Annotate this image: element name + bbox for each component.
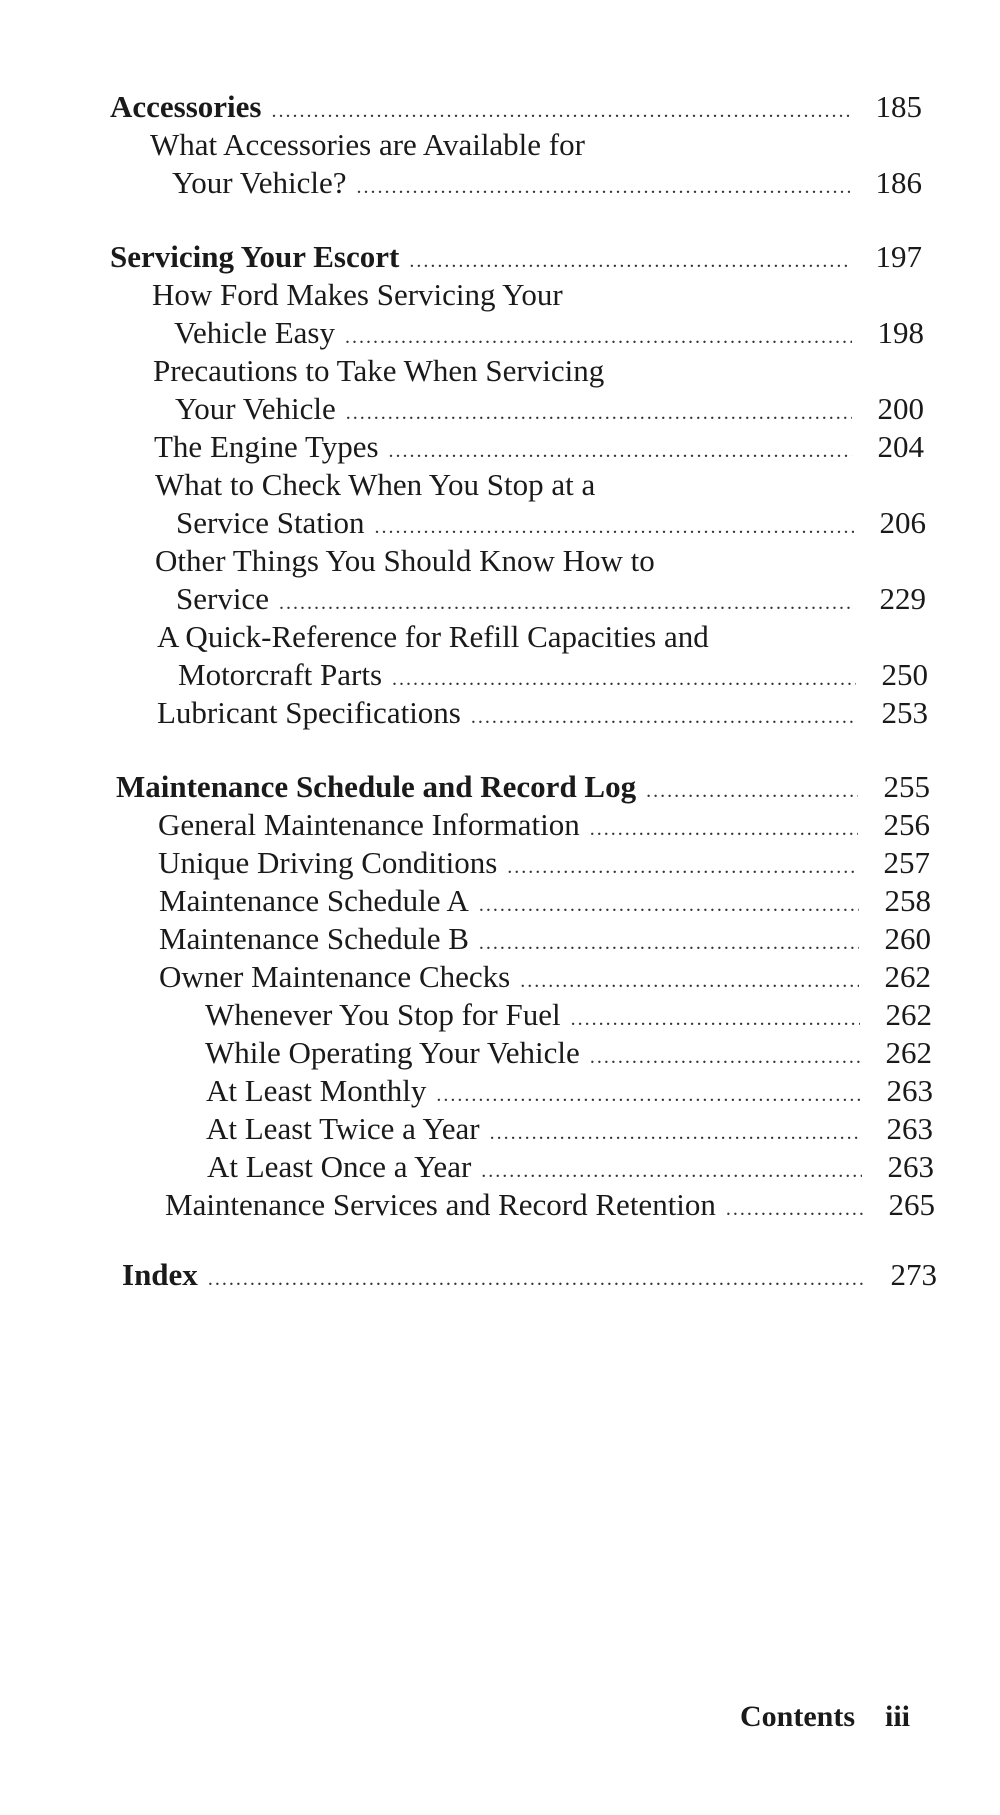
toc-entry-title: While Operating Your Vehicle (205, 1035, 580, 1070)
toc-entry[interactable] (176, 580, 926, 622)
toc-entry-title: Maintenance Schedule A (159, 883, 469, 918)
page-number: 262 (885, 997, 932, 1032)
toc-entry[interactable] (154, 428, 924, 470)
toc-entry-line[interactable] (153, 352, 604, 390)
dot-leader (646, 772, 858, 810)
page-number: 263 (886, 1073, 933, 1108)
page-number: 256 (883, 807, 930, 842)
toc-heading-index[interactable] (122, 1256, 937, 1298)
toc-entry[interactable] (157, 694, 928, 736)
toc-entry[interactable] (178, 656, 928, 698)
page-number: 186 (875, 165, 922, 200)
toc-entry-title: At Least Monthly (206, 1073, 427, 1108)
page-number: 273 (890, 1257, 937, 1292)
page-number: 262 (884, 959, 931, 994)
toc-subentry[interactable] (206, 1072, 933, 1114)
toc-entry-title: Your Vehicle? (172, 165, 347, 200)
page-number: 204 (877, 429, 924, 464)
dot-leader (590, 1038, 860, 1076)
toc-entry-title: What Accessories are Available for (150, 127, 585, 162)
toc-entry-title: General Maintenance Information (158, 807, 580, 842)
dot-leader (590, 810, 858, 848)
dot-leader (208, 1260, 865, 1298)
page-number: 255 (883, 769, 930, 804)
dot-leader (726, 1190, 863, 1228)
toc-heading-title: Accessories (110, 89, 262, 124)
dot-leader (389, 432, 852, 470)
page-number: 263 (887, 1149, 934, 1184)
dot-leader (346, 394, 852, 432)
toc-entry-title: Motorcraft Parts (178, 657, 383, 692)
toc-entry-line[interactable] (150, 126, 585, 164)
dot-leader (520, 962, 859, 1000)
toc-entry[interactable] (159, 882, 931, 924)
toc-entry-title: Unique Driving Conditions (158, 845, 498, 880)
footer-label: Contents (740, 1700, 856, 1733)
toc-entry-title: Owner Maintenance Checks (159, 959, 511, 994)
toc-entry-title: What to Check When You Stop at a (155, 467, 596, 502)
page-number: 198 (877, 315, 924, 350)
page-number: 262 (885, 1035, 932, 1070)
dot-leader (490, 1114, 861, 1152)
dot-leader (507, 848, 858, 886)
toc-entry[interactable] (172, 164, 922, 206)
page-number: 206 (879, 505, 926, 540)
toc-entry-title: At Least Once a Year (207, 1149, 472, 1184)
toc-entry[interactable] (165, 1186, 935, 1228)
dot-leader (471, 698, 856, 736)
toc-entry[interactable] (159, 958, 931, 1000)
dot-leader (357, 168, 850, 206)
toc-entry-title: Service Station (176, 505, 365, 540)
toc-heading-maintenance[interactable] (116, 768, 930, 810)
toc-heading-title: Servicing Your Escort (110, 239, 400, 274)
dot-leader (279, 584, 854, 622)
dot-leader (392, 660, 856, 698)
toc-entry-title: Your Vehicle (175, 391, 336, 426)
toc-entry-title: Vehicle Easy (174, 315, 335, 350)
page-number: 253 (881, 695, 928, 730)
toc-entry-title: Lubricant Specifications (157, 695, 461, 730)
toc-entry-title: At Least Twice a Year (206, 1111, 480, 1146)
toc-entry[interactable] (159, 920, 931, 962)
toc-entry[interactable] (176, 504, 926, 546)
toc-entry[interactable] (175, 390, 924, 432)
page-number: 185 (875, 89, 922, 124)
page-number: 260 (884, 921, 931, 956)
page-number: 197 (875, 239, 922, 274)
dot-leader (481, 1152, 862, 1190)
toc-entry-title: Service (176, 581, 269, 616)
toc-entry-title: Whenever You Stop for Fuel (205, 997, 561, 1032)
page-number: 265 (888, 1187, 935, 1222)
toc-entry-title: Other Things You Should Know How to (155, 543, 655, 578)
dot-leader (345, 318, 852, 356)
toc-entry-line[interactable] (155, 466, 595, 504)
page-number: 250 (881, 657, 928, 692)
dot-leader (479, 886, 859, 924)
toc-subentry[interactable] (206, 1110, 933, 1152)
dot-leader (272, 92, 851, 130)
toc-heading-title: Index (122, 1257, 198, 1292)
toc-entry-line[interactable] (155, 542, 655, 580)
toc-entry-title: The Engine Types (154, 429, 379, 464)
page-number: 263 (886, 1111, 933, 1146)
toc-entry-title: Precautions to Take When Servicing (153, 353, 605, 388)
toc-subentry[interactable] (207, 1148, 934, 1190)
page-number: 200 (877, 391, 924, 426)
toc-entry-title: A Quick-Reference for Refill Capacities and (157, 619, 709, 654)
toc-entry-line[interactable] (157, 618, 709, 656)
page-footer (740, 1700, 910, 1734)
toc-entry-title: Maintenance Services and Record Retention (165, 1187, 716, 1222)
toc-entry-line[interactable] (152, 276, 563, 314)
dot-leader (571, 1000, 860, 1038)
footer-page-number: iii (885, 1700, 911, 1733)
toc-heading-accessories[interactable] (110, 88, 922, 130)
toc-heading-title: Maintenance Schedule and Record Log (116, 769, 637, 804)
toc-entry-title: Maintenance Schedule B (159, 921, 469, 956)
toc-heading-servicing[interactable] (110, 238, 922, 280)
dot-leader (479, 924, 859, 962)
toc-entry[interactable] (174, 314, 924, 356)
toc-entry-title: How Ford Makes Servicing Your (152, 277, 563, 312)
toc-entry[interactable] (158, 806, 930, 848)
toc-subentry[interactable] (205, 1034, 932, 1076)
dot-leader (436, 1076, 861, 1114)
dot-leader (375, 508, 854, 546)
page-number: 229 (879, 581, 926, 616)
toc-subentry[interactable] (205, 996, 932, 1038)
toc-entry[interactable] (158, 844, 930, 886)
dot-leader (409, 242, 850, 280)
page-number: 257 (883, 845, 930, 880)
page-number: 258 (884, 883, 931, 918)
